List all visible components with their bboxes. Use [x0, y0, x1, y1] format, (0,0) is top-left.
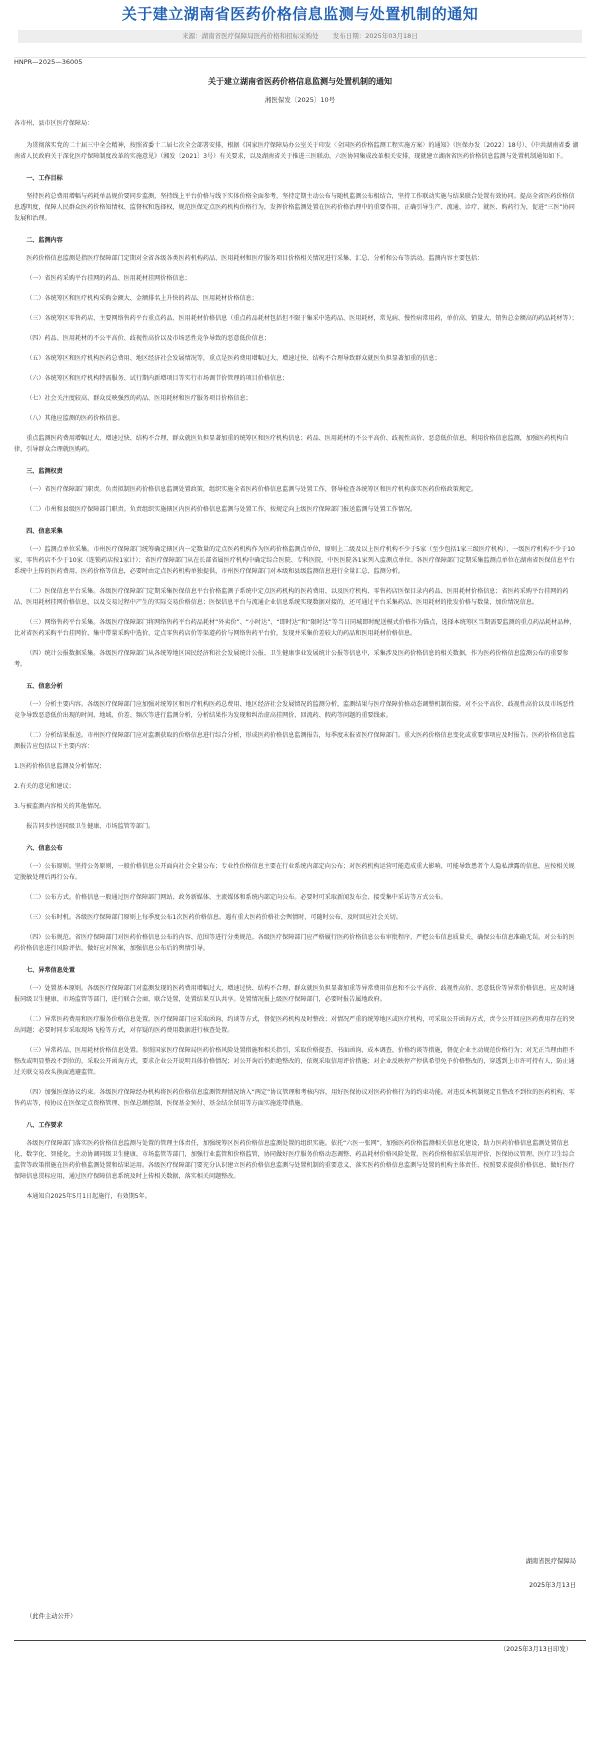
- section-heading: 六、信息公布: [26, 845, 63, 852]
- page-title: 关于建立湖南省医药价格信息监测与处置机制的通知: [121, 5, 479, 23]
- paragraph: （三）网络售药平台采集。各级医疗保障部门将网络售药平台药品耗材“外卖价”、“小时达”、“即时达”和“限时达”等当日同城即时配送模式价格作为锚点，选择本统筹区当期需要监测的重点药品耗材品种，比对省医药采购平台挂网价、集中带量采购中选价、定点零售药店价等渠道药价与网络售药平台价，发现并采集价差较大的药品和医用耗材价格信息。: [14, 619, 576, 637]
- document-number: HNPR—2025—36005: [14, 58, 83, 66]
- section-heading: 三、监测权责: [26, 468, 63, 475]
- paragraph: （一）省医疗保障部门职责。负责拟制医药价格信息监测处置政策，组织实施全省医药价格信息监测与处置工作，督导检查各统筹区和医疗机构落实医药价格政策规定。: [26, 486, 478, 493]
- paragraph: （二）分析结果报送。市州医疗保障部门应对监测获取的价格信息进行综合分析，形成医药价格信息监测报告，每季度末报省医疗保障部门。重大医药价格信息变化或重要事项应及时报告。医药价格信息监测报告应包括以下主要内容：: [14, 732, 575, 750]
- list-item: （四）药品、医用耗材的不公平高价、歧视性高价以及市场恶性竞争导致的恶意低价信息；: [26, 335, 270, 342]
- source-bar: [18, 30, 582, 43]
- list-item: 2.有关的意见和建议；: [14, 783, 75, 790]
- signing-organization: 湖南省医疗保障局: [525, 1558, 576, 1565]
- list-item: （一）省医药采购平台挂网的药品、医用耗材挂网价格信息；: [26, 275, 191, 282]
- paragraph: 各级医疗保障部门落实医药价格信息监测与处置的管理主体责任，加强统筹区医药价格信息监测处置的组织实施。依托“六医一张网”，加强医药价格监测相关信息化建设，助力医药价格信息监测处置信息化、数字化、智能化，主动协调同级卫生健康、市场监管等部门，加强行业监管和价格监管，协同做好医疗服务价格动态调整、药品耗材价格风险处置、医药价格和招采信用评价、医保协议管理、医疗卫生综合监管等政策措施在医药价格监测处置和结果运用。各级医疗保障部门要充分认识建立医药价格信息监测与处置机制的重要意义，落实医药价格信息监测与处置的机构主体责任，按照要求提供价格信息，做好医疗保障信息贯标应用，通过医疗保障信息系统及时上传相关数据，落实相关问题整改。: [14, 1140, 575, 1180]
- paragraph: 重点监测医药费用增幅过大、增速过快、结构不合理、群众就医负担显著加重的统筹区和医疗机构信息；药品、医用耗材的不公平高价、歧视性高价、恶意低价信息，利用价格信息监测，加强医药机构自律，引导群众合理就医购药。: [14, 435, 569, 453]
- paragraph: （四）加强医保协议约束。各级医疗保障经办机构将医药价格信息监测管理情况纳入“两定”协议管理和考核内容，用好医保协议对医药价格行为的约束功能。对违反本机制规定且整改不到位的医药机构、零售药店等，按协议在医保定点资格管理、医保总额控制、医保基金预付、基金结余留用等方面实施连带措施。: [14, 1089, 575, 1107]
- document-body: [14, 118, 580, 1202]
- paragraph: （三）异常药品、医用耗材价格信息处置。参照国家医疗保障局医药价格风险处置措施和相关指引，采取价格提查、书面函询、成本调查、价格约谈等措施，督促企业主动规范价格行为；对无正当理由拒不整改或明显整改不到位的，采取公开函询方式，要求企业公开说明具体价格情况；对公开询后仍拒绝整改的，依规采取信用评价措施；对企业反映停产停供希望免予价格整改的，穿透到上市许可持有人，防止通过关联交易改头换面逃避监管。: [14, 1047, 575, 1076]
- list-item: （三）各统筹区零售药店、主要网络售药平台重点药品、医用耗材价格信息（重点药品耗材包括但不限于集采中选药品、医用耗材，常见病、慢性病常用药，单价高、销量大、销售总金额高的药品耗材等）；: [26, 315, 578, 322]
- list-item: （六）各统筹区和医疗机构特需服务、试行期内新增项目等实行市场调节价管理的项目价格信息；: [26, 375, 289, 382]
- paragraph: （二）公布方式。价格信息一般通过医疗保障部门网站、政务新媒体、主流媒体和系统内部定向公布。必要时可采取新闻发布会、接受集中采访等方式公布。: [26, 894, 447, 901]
- section-heading: 二、监测内容: [26, 237, 63, 244]
- document-card: [14, 57, 586, 1748]
- paragraph: （四）统计公报数据采集。各级医疗保障部门从各统筹地区国民经济和社会发展统计公报、卫生健康事业发展统计公报等信息中，采集涉及医药价格信息的相关数据，作为医药价格信息监测公布的重要参考。: [14, 650, 569, 668]
- list-item: （七）社会关注度较高、群众反映强烈的药品、医用耗材和医疗服务项目价格信息；: [26, 395, 252, 402]
- disclosure-note: （此件主动公开）: [26, 1613, 77, 1620]
- paragraph: （二）异常医药费用和医疗服务价格信息处置。医疗保障部门应采取函询、约谈等方式，督促医药机构及时整改；对情况严重的统筹地区或医疗机构，可采取公开函询方式，责令公开回应医药费用存在的突出问题；必要时同步采取现场飞检等方式，对存疑的医药费用数据进行核查处置。: [14, 1016, 575, 1034]
- section-heading: 一、工作目标: [26, 175, 63, 182]
- list-item: 3.与被监测内容相关的其他情况。: [14, 803, 106, 810]
- document-code: 湘医保发〔2025〕10号: [264, 96, 336, 104]
- section-heading: 四、信息采集: [26, 528, 63, 535]
- section-heading: 五、信息分析: [26, 683, 63, 690]
- banner: [0, 0, 600, 28]
- paragraph: （一）处置基本原则。各级医疗保障部门对监测发现的医药费用增幅过大、增速过快、结构不合理、群众就医负担显著加重等异常费用信息和不公平高价、歧视性高价、恶意低价等异常价格信息，应及时通报同级卫生健康、市场监管等部门，进行联合会商、联合处置，处置结果互认共享。处置情况报上级医疗保障部门，必要时报告属地政府。: [14, 985, 575, 1003]
- paragraph: 为贯彻落实党的二十届三中全会精神，按照省委十二届七次全会部署安排，根据《国家医疗保障局办公室关于印发〈全国医药价格监测工程实施方案〉的通知》（医保办发〔2022〕18号）、《中共湖南省委 湖南省人民政府关于深化医疗保障制度改革的实施意见》（湘发〔2021〕3号）有关要求，以及湖南省关于推进三医联动、六医协同集成改革相关安排，现就建立湖南省医药价格信息监测与处置机制通知如下。: [14, 142, 579, 160]
- paragraph: （一）监测点单位采集。市州医疗保障部门统筹确定辖区内一定数量的定点医药机构作为医药价格监测点单位，原则上二级及以上医疗机构不少于5家（至少包括1家三级医疗机构），一级医疗机构不少于10家，零售药店不少于10家（连锁药店按1家计）；省医疗保障部门从在长部省属医疗机构中确定综合医院、专科医院、中医医院各1家列入监测点单位。各医疗保障部门定期采集监测点单位在湖南省医保信息平台系统中上传的医药费用、医药价格等信息，必要时由定点医药机构单独提供，市州医疗保障部门对本级和县级监测信息进行全量汇总、监测分析。: [14, 546, 575, 575]
- salutation: 各市州、县市区医疗保障局：: [14, 120, 94, 127]
- document-title: 关于建立湖南省医药价格信息监测与处置机制的通知: [208, 77, 392, 86]
- paragraph: （二）医保信息平台采集。各级医疗保障部门定期采集医保信息平台价格监测子系统中定点医药机构的医药费用、以及医疗机构、零售药店医保目录内药品、医用耗材价格信息；省医药采购平台挂网的药品、医用耗材挂网价格信息，以及交易过程中产生的实际交易价格信息；医保信息平台与流通企业信息系统实现数据对接的，还可通过平台采集药品、医用耗材的批发价格与数量、加价情况信息。: [14, 588, 569, 606]
- paragraph: 本通知自2025年5月1日起施行，有效期5年。: [26, 1193, 151, 1200]
- list-item: （五）各统筹区和医疗机构医药总费用、地区经济社会发展情况等，重点是医药费用增幅过大、增速过快、结构不合理导致群众就医负担显著加重的信息；: [26, 355, 441, 362]
- publish-date: 发布日期：2025年03月18日: [332, 32, 418, 40]
- paragraph: 坚持医药总费用增幅与药耗单品规价要同步监测，坚持线上平台价格与线下实体价格全面参考，坚持定期主动公布与随机监测公布相结合，坚持工作联动实施与结果联合处置有效协同。提高全省医药价格信息透明度，保障人民群众医药价格知情权、监督权和选择权，规范医保定点医药机构价格行为，发挥价格监测处置在医药价格治理中的重要作用，正确引导生产、流通、诊疗、就医、购药行为，促进“三医”协同发展和治理。: [14, 193, 575, 222]
- paragraph: （一）公布原则。坚持公务原则，一般价格信息公开面向社会全量公布；专业性价格信息主要在行业系统内部定向公布；对医药机构运营可能造成重大影响、可能导致患者个人隐私泄露的信息，应按相关规定脱敏处理后再行公布。: [14, 863, 575, 881]
- source-text: 来源：湖南省医疗保障局医药价格和招标采购处: [182, 32, 319, 40]
- paragraph: 报告同步抄送同级卫生健康、市场监管等部门。: [26, 823, 155, 830]
- section-heading: 七、异常信息处置: [26, 967, 75, 974]
- list-item: 1.医药价格信息监测及分析情况；: [14, 763, 106, 770]
- paragraph: （一）分析主要内容。各级医疗保障部门应加强对统筹区和医疗机构医药总费用、地区经济社会发展情况的监测分析，监测结果与医疗保障价格动态调整机制衔接。对不公平高价、歧视性高价以及市场恶性竞争导致恶意低价出现的时间、地域、价差、频次等进行监测分析，分析结果作为发现和纠治虚高挂网价、回流药、假药等问题的重要线索。: [14, 701, 575, 719]
- print-date: （2025年3月13日印发）: [499, 1646, 572, 1653]
- divider: [14, 1640, 586, 1641]
- list-item: （二）各统筹区和医疗机构采购金额大、金额排名上升快的药品、医用耗材价格信息；: [26, 295, 258, 302]
- paragraph: （四）公布规范。省医疗保障部门对医药价格信息公布的内容、范围等进行分类规范。各级医疗保障部门应严格履行医药价格信息公布审批程序，严把公布信息质量关，确保公布信息准确无误。对公布的医药价格信息进行风险评估，做好应对预案，加强信息公布后的舆情引导。: [14, 934, 575, 952]
- paragraph: （三）公布时机。各级医疗保障部门原则上每季度公布1次医药价格信息。遇有重大医药价格社会舆情时，可随时公布，及时回应社会关切。: [26, 914, 402, 921]
- paragraph: （二）市州和县级医疗保障部门职责。负责组织实施辖区内医药价格信息监测与处置工作，按规定向上级医疗保障部门报送监测与处置工作情况。: [26, 506, 417, 513]
- section-heading: 八、工作要求: [26, 1122, 63, 1129]
- list-item: （八）其他应监测的医药价格信息。: [26, 415, 124, 422]
- signing-date: 2025年3月13日: [529, 1582, 576, 1589]
- paragraph: 医药价格信息监测是指医疗保障部门定期对全省各级各类医药机构药品、医用耗材和医疗服务项目价格相关情况进行采集、汇总、分析和公布等活动。监测内容主要包括：: [26, 255, 484, 262]
